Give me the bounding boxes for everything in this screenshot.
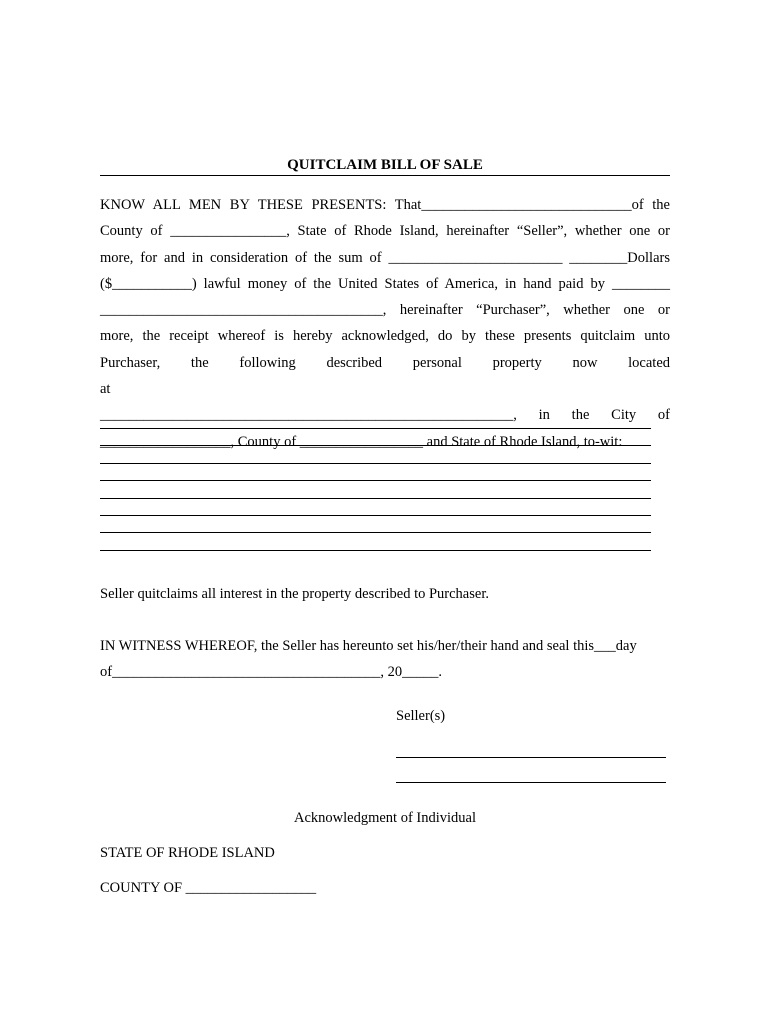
quitclaim-statement: Seller quitclaims all interest in the property described to Purchaser.: [100, 586, 489, 602]
description-line[interactable]: [100, 532, 651, 533]
witness-line-1: IN WITNESS WHEREOF, the Seller has hereunto set his/her/their hand and seal this___day: [100, 638, 637, 654]
description-line[interactable]: [100, 463, 651, 464]
body-line-7: Purchaser, the following described personal property now located at: [100, 354, 670, 398]
seller-signature-line-1[interactable]: [396, 757, 666, 758]
state-line: STATE OF RHODE ISLAND: [100, 845, 275, 861]
description-line[interactable]: [100, 445, 651, 446]
property-description-lines: [100, 428, 651, 567]
title-underline: [100, 175, 670, 176]
seller-signature-line-2[interactable]: [396, 782, 666, 783]
body-line-5: _______________________________________, hereinafter “Purchaser”, whether one or: [100, 302, 670, 319]
body-line-1: KNOW ALL MEN BY THESE PRESENTS: That_____________________________of the: [100, 197, 670, 213]
body-line-9: __________________, County of _________________ and State of Rhode Island, to-wit:: [100, 433, 623, 450]
body-line-3: more, for and in consideration of the sum of ________________________ ________Dollars: [100, 249, 670, 266]
body-line-6: more, the receipt whereof is hereby acknowledged, do by these presents quitclaim unto: [100, 328, 670, 345]
description-line[interactable]: [100, 515, 651, 516]
description-line[interactable]: [100, 550, 651, 551]
document-title: QUITCLAIM BILL OF SALE: [287, 157, 483, 173]
body-line-2: County of ________________, State of Rhode Island, hereinafter “Seller”, whether one or: [100, 223, 670, 240]
body-line-4: ($___________) lawful money of the United States of America, in hand paid by ________: [100, 275, 670, 292]
body-line-8: _________________________________________________________, in the City of: [100, 407, 670, 424]
body-paragraph: [100, 192, 670, 455]
description-line[interactable]: [100, 480, 651, 481]
description-line[interactable]: [100, 498, 651, 499]
county-line: COUNTY OF __________________: [100, 880, 317, 896]
acknowledgment-title: Acknowledgment of Individual: [293, 810, 476, 826]
witness-line-2: of_____________________________________, 20_____.: [100, 664, 442, 680]
description-line[interactable]: [100, 428, 651, 429]
seller-label: Seller(s): [396, 708, 446, 724]
